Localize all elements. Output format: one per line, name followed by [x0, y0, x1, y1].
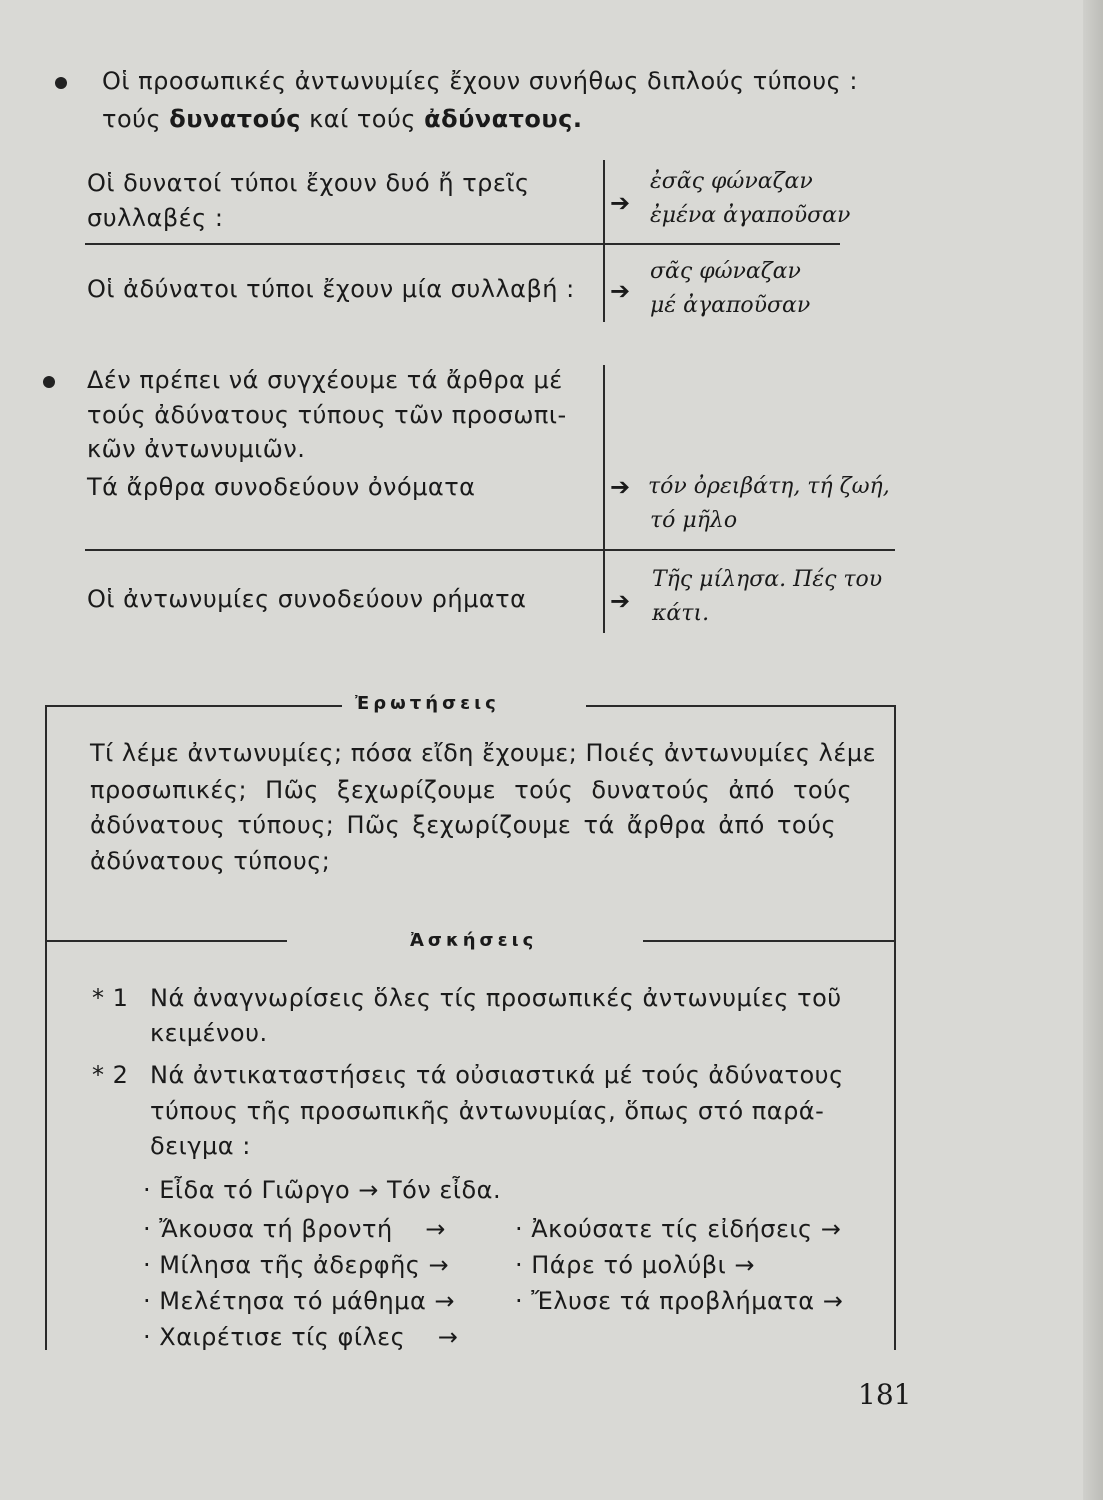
table1-row1-right-line2: ἐμένα ἀγαποῦσαν [650, 203, 851, 228]
table1-divider-vertical [603, 160, 605, 322]
arrow-icon: ➔ [610, 277, 631, 305]
section2-row2-right-line2: κάτι. [652, 601, 710, 626]
section2-row1-right-line2: τό μῆλο [650, 508, 738, 533]
section2-row2-left: Οἱ ἀντωνυμίες συνοδεύουν ρήματα [87, 585, 527, 613]
bullet-icon [55, 77, 67, 89]
exercise2-example: · Εἶδα τό Γιῶργο → Τόν εἶδα. [143, 1176, 502, 1204]
questions-box-top-left [45, 705, 342, 707]
section2-row1-right-line1: τόν ὀρειβάτη, τή ζωή, [648, 474, 890, 499]
page-number: 181 [858, 1378, 912, 1411]
table2-divider-horizontal [85, 549, 895, 551]
table1-row1-left-line1: Οἱ δυνατοί τύποι ἔχουν δυό ἤ τρεῖς [87, 169, 530, 197]
exercise2-number: * 2 [92, 1061, 129, 1089]
exercise1-line2: κειμένου. [150, 1019, 268, 1047]
table1-divider-horizontal [85, 243, 840, 245]
box-right-border [894, 705, 896, 1350]
bullet-icon [43, 376, 55, 388]
table1-row2-left: Οἱ ἀδύνατοι τύποι ἔχουν μία συλλαβή : [87, 275, 575, 303]
exercises-box-top-right [643, 940, 896, 942]
table1-row1-left-line2: συλλαβές : [87, 204, 224, 232]
section2-line3: κῶν ἀντωνυμιῶν. [87, 435, 306, 463]
exercise2-line3: δειγμα : [150, 1132, 251, 1160]
exercise2-left-item: · Μίλησα τῆς ἀδερφῆς → [143, 1251, 450, 1279]
arrow-icon: ➔ [610, 587, 631, 615]
questions-line2: προσωπικές; Πῶς ξεχωρίζουμε τούς δυνατούς ἀπό τούς [90, 776, 853, 804]
bold-strong-forms: δυνατούς [169, 105, 302, 133]
questions-box-top-right [586, 705, 896, 707]
bold-weak-forms: ἀδύνατους. [424, 105, 583, 133]
exercise2-right-item: · Ἔλυσε τά προβλήματα → [515, 1287, 844, 1315]
box-left-border [45, 705, 47, 1350]
table1-row2-right-line2: μέ ἀγαποῦσαν [650, 293, 811, 318]
exercise2-left-item: · Μελέτησα τό μάθημα → [143, 1287, 456, 1315]
section2-row1-left: Τά ἄρθρα συνοδεύουν ὀνόματα [87, 473, 476, 501]
exercise1-number: * 1 [92, 984, 129, 1012]
table1-row2-right-line1: σᾶς φώναζαν [650, 259, 801, 284]
table1-row1-right-line1: ἐσᾶς φώναζαν [650, 169, 813, 194]
arrow-icon: ➔ [610, 189, 631, 217]
section1-line2-mid: καί τούς [301, 105, 425, 133]
exercise2-left-item: · Χαιρέτισε τίς φίλες → [143, 1323, 459, 1351]
exercises-box-top-left [45, 940, 287, 942]
questions-line4: ἀδύνατους τύπους; [90, 847, 331, 875]
exercise2-left-item: · Ἄκουσα τή βροντή → [143, 1215, 446, 1243]
arrow-icon: ➔ [610, 473, 631, 501]
exercise2-line1: Νά ἀντικαταστήσεις τά οὐσιαστικά μέ τούς ἀδύνατους [150, 1061, 844, 1089]
section1-line2 [102, 102, 582, 136]
exercise2-right-item: · Ἀκούσατε τίς εἰδήσεις → [515, 1215, 842, 1243]
questions-title: Ἐρωτήσεις [355, 693, 500, 714]
exercise2-right-item: · Πάρε τό μολύβι → [515, 1251, 755, 1279]
table2-divider-vertical [603, 365, 605, 633]
exercise1-line1: Νά ἀναγνωρίσεις ὅλες τίς προσωπικές ἀντωνυμίες τοῦ [150, 984, 842, 1012]
section1-line2-pre: τούς [102, 105, 170, 133]
exercise2-line2: τύπους τῆς προσωπικῆς ἀντωνυμίας, ὅπως στό παρά- [150, 1097, 825, 1125]
section2-line2: τούς ἀδύνατους τύπους τῶν προσωπι- [87, 401, 567, 429]
exercises-title: Ἀσκήσεις [410, 930, 538, 951]
questions-line3: ἀδύνατους τύπους; Πῶς ξεχωρίζουμε τά ἄρθρα ἀπό τούς [90, 811, 837, 839]
questions-line1: Τί λέμε ἀντωνυμίες; πόσα εἴδη ἔχουμε; Ποιές ἀντωνυμίες λέμε [90, 739, 877, 767]
section2-line1: Δέν πρέπει νά συγχέουμε τά ἄρθρα μέ [87, 366, 563, 394]
section1-line1: Οἱ προσωπικές ἀντωνυμίες ἔχουν συνήθως διπλούς τύπους : [102, 67, 858, 95]
page-edge [1083, 0, 1103, 1500]
section2-row2-right-line1: Τῆς μίλησα. Πές του [652, 567, 883, 592]
